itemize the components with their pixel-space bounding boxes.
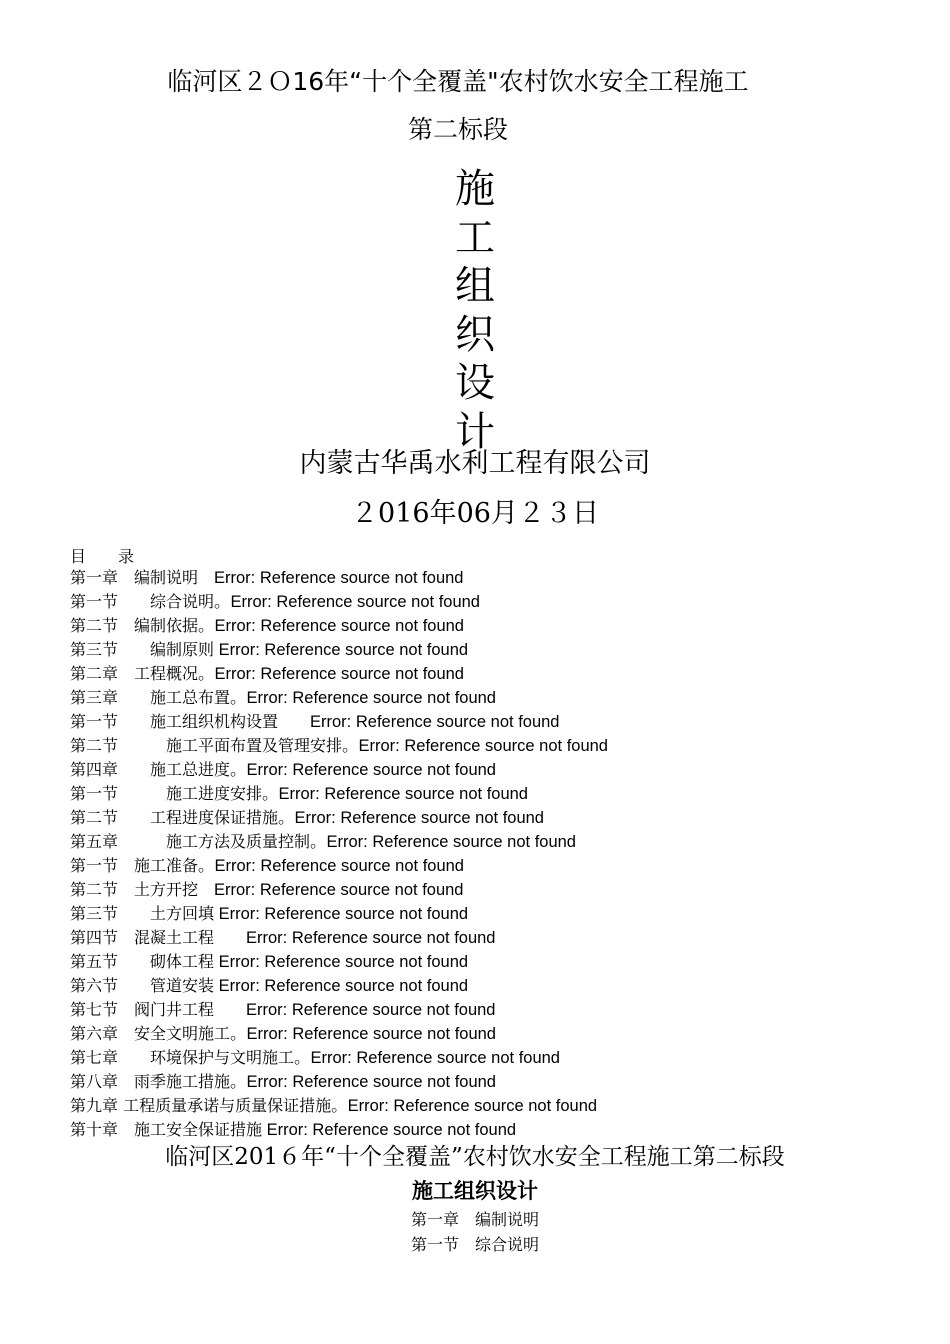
- body-section-heading: 第一节 综合说明: [410, 1235, 539, 1254]
- toc-entry-ref: Error: Reference source not found: [310, 713, 560, 731]
- document-date: ２016年06月２３日: [351, 498, 599, 529]
- toc-entry-label: 第五节 砌体工程: [70, 952, 215, 971]
- toc-entry-label: 第二节 编制依据: [70, 616, 199, 635]
- toc-entry-ref: Error: Reference source not found: [246, 1001, 496, 1019]
- toc-entry-ref: 。Error: Reference source not found: [214, 593, 480, 611]
- toc-entry-ref: 。Error: Reference source not found: [230, 689, 496, 707]
- toc-entry[interactable]: [70, 830, 930, 854]
- toc-entry[interactable]: [70, 1118, 930, 1142]
- toc-entry[interactable]: [70, 710, 930, 734]
- toc-entry-ref: 。Error: Reference source not found: [331, 1097, 598, 1115]
- toc-entry-ref: Error: Reference source not found: [214, 977, 469, 995]
- toc-entry[interactable]: [70, 782, 930, 806]
- toc-entry[interactable]: [70, 1046, 930, 1070]
- toc-entry-label: 第九章 工程质量承诺与质量保证措施: [70, 1096, 332, 1115]
- toc-entry-label: 第三章 施工总布置: [70, 688, 231, 707]
- toc-entry[interactable]: [70, 758, 930, 782]
- toc-entry-ref: Error: Reference source not found: [214, 641, 469, 659]
- toc-entry-ref: Error: Reference source not found: [214, 569, 464, 587]
- toc-entry-label: 第一节 综合说明: [70, 592, 215, 611]
- body-subtitle: 施工组织设计: [412, 1179, 538, 1203]
- vertical-title-char: 设: [455, 360, 495, 406]
- toc-entry-label: 第二节 土方开挖: [70, 880, 215, 899]
- toc-entry-label: 第一节 施工进度安排: [70, 784, 263, 803]
- toc-entry-label: 第一节 施工组织机构设置: [70, 712, 311, 731]
- toc-entry-ref: 。Error: Reference source not found: [310, 833, 576, 851]
- toc-entry[interactable]: [70, 638, 930, 662]
- toc-heading: 目 录: [70, 547, 135, 566]
- toc-entry-ref: 。Error: Reference source not found: [230, 1073, 496, 1091]
- vertical-title: [449, 165, 501, 456]
- toc-entry[interactable]: [70, 734, 930, 758]
- toc-entry[interactable]: [70, 614, 930, 638]
- toc-entry-label: 第三节 土方回填: [70, 904, 215, 923]
- toc-entry-ref: Error: Reference source not found: [214, 881, 464, 899]
- toc-entry-label: 第五章 施工方法及质量控制: [70, 832, 311, 851]
- toc-entry-ref: Error: Reference source not found: [262, 1121, 517, 1139]
- vertical-title-char: 工: [455, 214, 495, 261]
- cover-title-line1: 临河区２Ｏ16年“十个全覆盖"农村饮水安全工程施工: [167, 67, 749, 96]
- toc-entry[interactable]: [70, 806, 930, 830]
- vertical-title-char: 组: [455, 263, 495, 309]
- toc-entry-label: 第六章 安全文明施工: [70, 1024, 231, 1043]
- toc-entry-label: 第一节 施工准备: [70, 856, 199, 875]
- toc-entry-ref: 。Error: Reference source not found: [198, 857, 464, 875]
- toc-entry-label: 第一章 编制说明: [70, 568, 215, 587]
- vertical-title-char: 施: [455, 166, 495, 212]
- toc-entry-ref: Error: Reference source not found: [214, 905, 469, 923]
- toc-entry-ref: 。Error: Reference source not found: [230, 761, 496, 779]
- cover-title-line2: 第二标段: [407, 115, 508, 144]
- body-title: 临河区201６年“十个全覆盖”农村饮水安全工程施工第二标段: [165, 1144, 785, 1170]
- toc-entry-label: 第六节 管道安装: [70, 976, 215, 995]
- toc-entry-label: 第四节 混凝土工程: [70, 928, 247, 947]
- table-of-contents: [70, 566, 930, 1142]
- toc-entry[interactable]: [70, 662, 930, 686]
- toc-entry-ref: 。Error: Reference source not found: [294, 1049, 560, 1067]
- toc-entry[interactable]: [70, 1022, 930, 1046]
- toc-entry[interactable]: [70, 974, 930, 998]
- toc-entry-ref: Error: Reference source not found: [214, 953, 469, 971]
- toc-entry[interactable]: [70, 1070, 930, 1094]
- toc-entry-label: 第二节 工程进度保证措施: [70, 808, 279, 827]
- toc-entry[interactable]: [70, 950, 930, 974]
- toc-entry-ref: 。Error: Reference source not found: [278, 809, 544, 827]
- vertical-title-char: 织: [455, 311, 495, 358]
- toc-entry-ref: 。Error: Reference source not found: [198, 665, 464, 683]
- toc-entry-ref: Error: Reference source not found: [246, 929, 496, 947]
- toc-entry-ref: 。Error: Reference source not found: [262, 785, 528, 803]
- toc-entry[interactable]: [70, 998, 930, 1022]
- toc-entry-label: 第八章 雨季施工措施: [70, 1072, 231, 1091]
- toc-entry-ref: 。Error: Reference source not found: [198, 617, 464, 635]
- body-chapter-heading: 第一章 编制说明: [410, 1210, 539, 1229]
- toc-entry[interactable]: [70, 566, 930, 590]
- toc-entry[interactable]: [70, 1094, 930, 1118]
- toc-entry-label: 第二章 工程概况: [70, 664, 199, 683]
- toc-entry-label: 第三节 编制原则: [70, 640, 215, 659]
- toc-entry-label: 第二节 施工平面布置及管理安排: [70, 736, 343, 755]
- toc-entry-label: 第七节 阀门井工程: [70, 1000, 247, 1019]
- toc-entry-label: 第四章 施工总进度: [70, 760, 231, 779]
- toc-entry[interactable]: [70, 590, 930, 614]
- toc-entry-label: 第七章 环境保护与文明施工: [70, 1048, 295, 1067]
- vertical-title-char: 计: [455, 408, 495, 455]
- toc-entry[interactable]: [70, 686, 930, 710]
- company-name: 内蒙古华禹水利工程有限公司: [299, 448, 651, 479]
- toc-entry[interactable]: [70, 854, 930, 878]
- toc-entry-ref: 。Error: Reference source not found: [230, 1025, 496, 1043]
- toc-entry[interactable]: [70, 926, 930, 950]
- toc-entry-label: 第十章 施工安全保证措施: [70, 1120, 263, 1139]
- toc-entry[interactable]: [70, 878, 930, 902]
- toc-entry[interactable]: [70, 902, 930, 926]
- toc-entry-ref: 。Error: Reference source not found: [342, 737, 608, 755]
